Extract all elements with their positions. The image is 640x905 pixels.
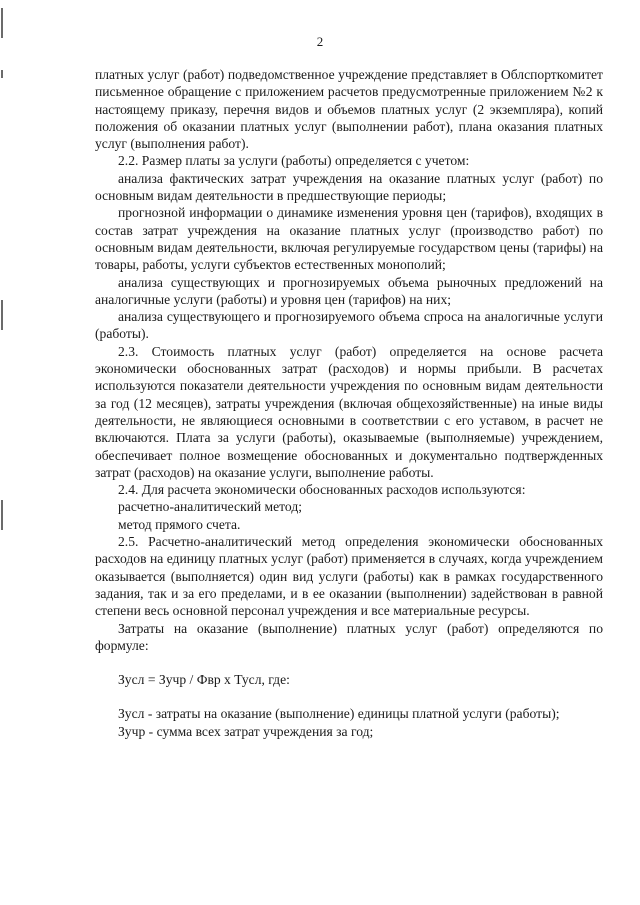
paragraph-item: метод прямого счета. xyxy=(118,516,241,532)
paragraph-item: прогнозной информации о динамике изменения уровня цен (тарифов), входящих в состав затрат учреждения на оказание платных услуг (производство работ) по основным видам деятельности, включая регулируемые государством цены (тарифы) на товары, работы, услуги субъектов естественных монополий; xyxy=(95,205,603,273)
paragraph-2-2: 2.2. Размер платы за услуги (работы) определяется с учетом: xyxy=(118,153,470,169)
document-body xyxy=(95,66,603,740)
definition-item: Зусл - затраты на оказание (выполнение) единицы платной услуги (работы); xyxy=(118,706,560,722)
scan-edge-mark xyxy=(1,70,3,78)
paragraph-item: анализа фактических затрат учреждения на оказание платных услуг (работ) по основным видам деятельности в предшествующие периоды; xyxy=(95,170,603,204)
definition-item: Зучр - сумма всех затрат учреждения за год; xyxy=(118,723,374,739)
paragraph-continuation: платных услуг (работ) подведомственное учреждение представляет в Облспорткомитет письменное обращение с приложением расчетов предусмотренные приложением №2 к настоящему приказу, перечня видов и объемов платных услуг (2 экземпляра), копий положения об оказании платных услуг (выполнении работ), плана оказания платных услуг (выполнения работ). xyxy=(95,67,603,152)
scan-edge-mark xyxy=(1,500,3,530)
paragraph-item: расчетно-аналитический метод; xyxy=(118,499,303,515)
paragraph-2-4: 2.4. Для расчета экономически обоснованных расходов используются: xyxy=(118,482,526,498)
paragraph-item: анализа существующего и прогнозируемого объема спроса на аналогичные услуги (работы). xyxy=(95,309,603,342)
paragraph-item: анализа существующих и прогнозируемых объема рыночных предложений на аналогичные услуги (работы) и уровня цен (тарифов) на них; xyxy=(95,274,603,307)
paragraph-formula-intro: Затраты на оказание (выполнение) платных услуг (работ) определяются по формуле: xyxy=(95,620,603,653)
page-number: 2 xyxy=(316,34,324,49)
formula: Зусл = Зучр / Фвр х Тусл, где: xyxy=(118,672,290,688)
scan-edge-mark xyxy=(1,300,3,330)
paragraph-2-5: 2.5. Расчетно-аналитический метод определения экономически обоснованных расходов на единицу платных услуг (работ) применяется в случаях, когда учреждением оказывается (выполняется) один вид услуги (работы) как в рамках государственного задания, так и за его пределами, и в ее оказании (выполнении) задействован в равной степени весь основной персонал учреждения и все материальные ресурсы. xyxy=(95,534,603,619)
paragraph-2-3: 2.3. Стоимость платных услуг (работ) определяется на основе расчета экономически обоснованных затрат (расходов) и нормы прибыли. В расчетах используются показатели деятельности учреждения по основным видам деятельности за год (12 месяцев), затраты учреждения (включая общехозяйственные) на иные виды деятельности, не являющиеся основными в соответствии с его уставом, в расчет не включаются. Плата за услуги (работы), оказываемые (выполняемые) учреждением, обеспечивает полное возмещение обоснованных и документально подтвержденных затрат (расходов) на оказание услуги, выполнение работы. xyxy=(95,343,603,480)
